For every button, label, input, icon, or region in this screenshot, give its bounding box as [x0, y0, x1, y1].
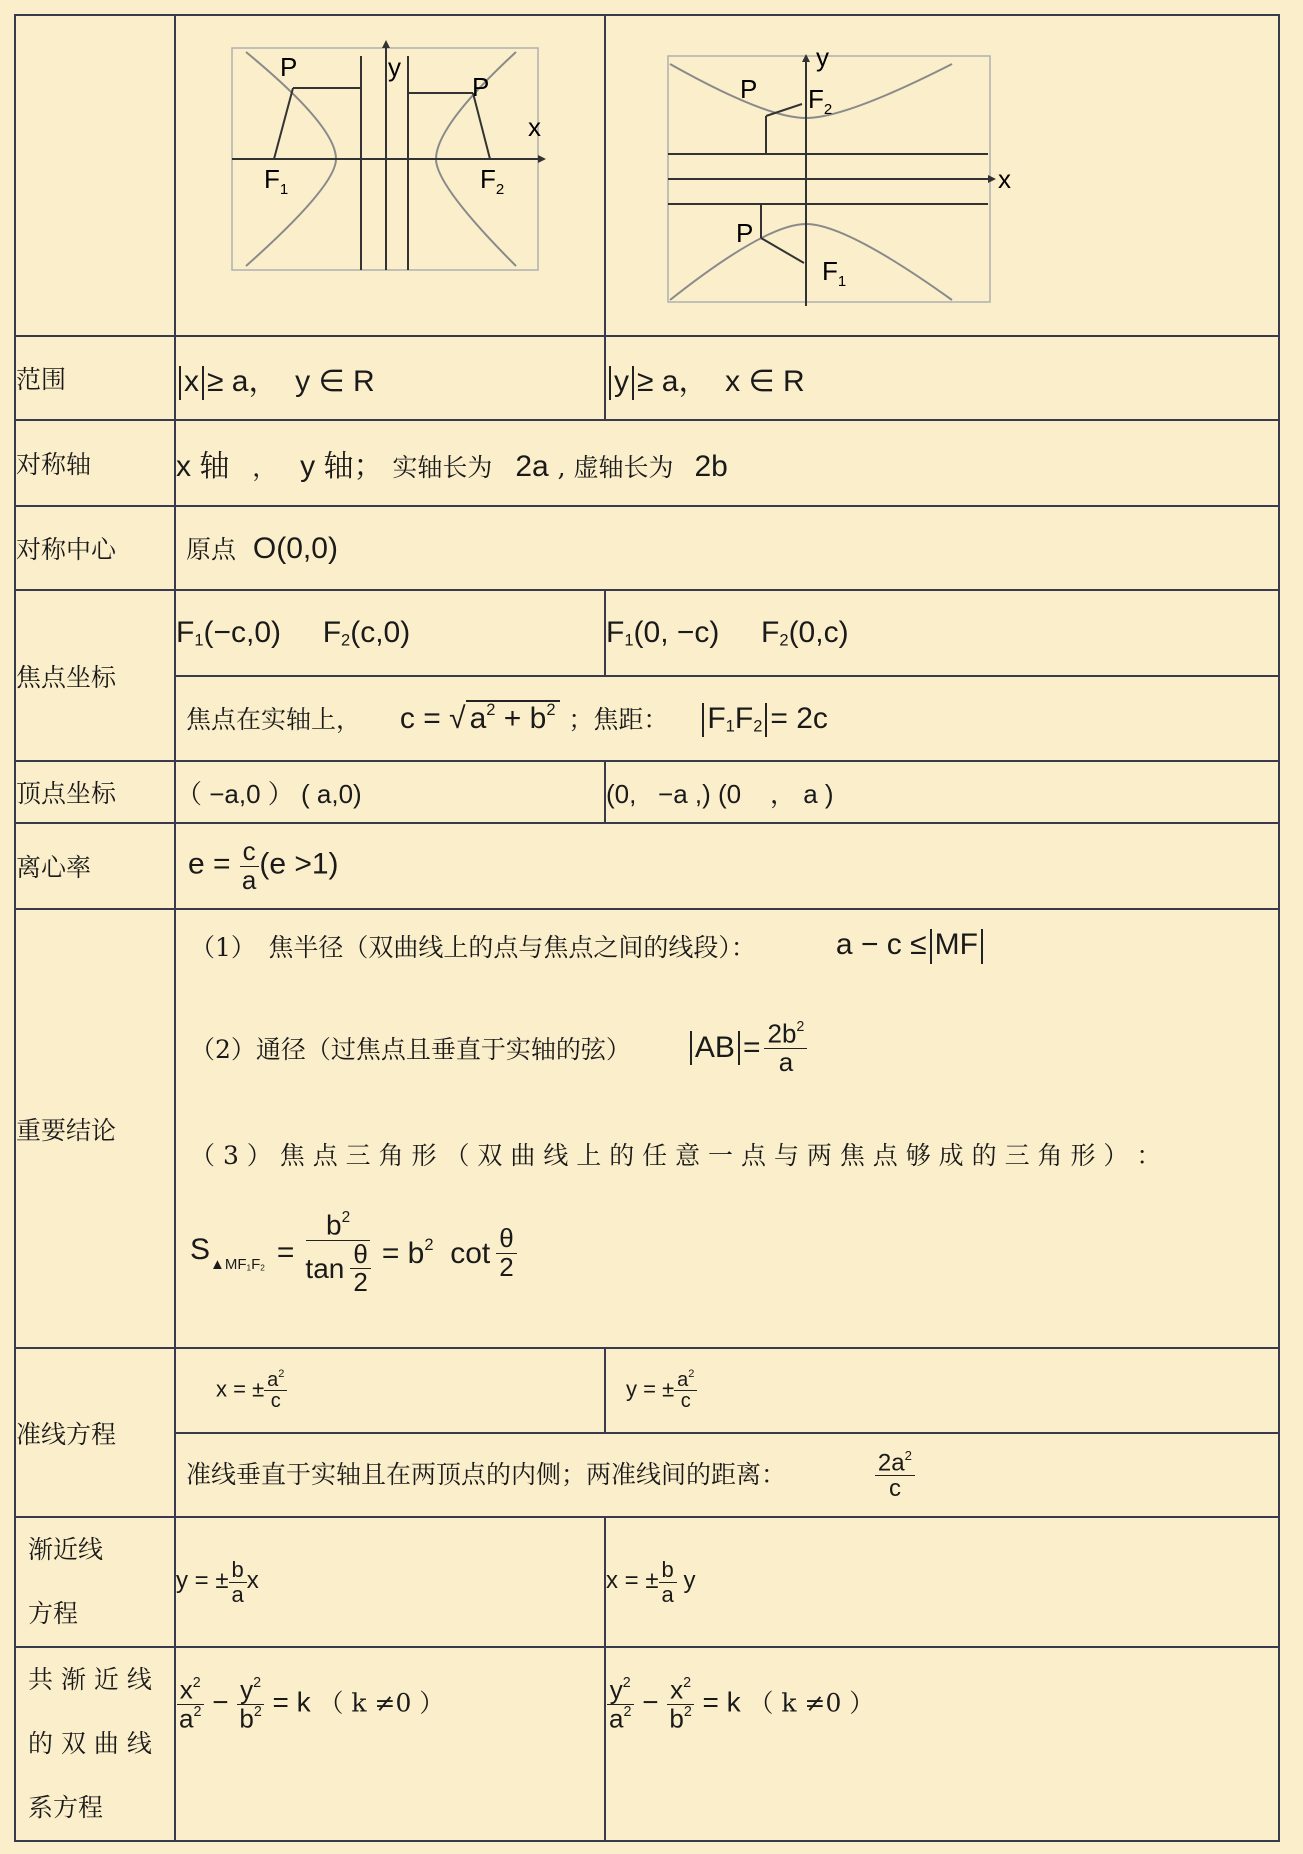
y-axis-text: y 轴； — [300, 450, 384, 483]
row-center — [15, 506, 1279, 590]
label-p-right: P — [472, 72, 490, 102]
imag-axis-value: 2b — [694, 450, 728, 483]
vertex-label: 顶点坐标 — [15, 761, 175, 823]
conclusions-label: 重要结论 — [15, 909, 175, 1348]
asymptote-label-line2: 方程 — [28, 1599, 79, 1628]
asymptote-horizontal: y = ± $\frac{b}{a}$ x — [175, 1517, 605, 1647]
family-label-line2: 的 双 曲 线 — [28, 1729, 152, 1758]
asymptote-label — [15, 1517, 175, 1647]
family-label-line3: 系方程 — [28, 1793, 104, 1822]
conclusion-2-text: （2）通径（过焦点且垂直于实轴的弦） — [190, 1035, 631, 1065]
row-figures — [15, 15, 1279, 336]
focus-c-formula: c = √ $a^2 + b^2$ — [400, 702, 560, 735]
range-label: 范围 — [15, 336, 175, 420]
directrix-label: 准线方程 — [15, 1348, 175, 1517]
family-cond-right: （ k ≠0 ） — [748, 1688, 875, 1718]
row-family — [15, 1647, 1279, 1841]
row-directrix-eq — [15, 1348, 1279, 1433]
center-text: 原点 — [186, 535, 237, 564]
family-vertical: $\frac{y^2}{a^2}$ − $\frac{x^2}{b^2}$ = k （ k ≠0 ） — [605, 1647, 1279, 1841]
row-focus-coords — [15, 590, 1279, 676]
family-cond-left: （ k ≠0 ） — [318, 1688, 445, 1718]
conclusion-1-text: （1） 焦半径（双曲线上的点与焦点之间的线段）： — [190, 933, 756, 962]
focus-horizontal: $F_1(-c,0)$ $F_2(c,0)$ — [175, 590, 605, 676]
center-label: 对称中心 — [15, 506, 175, 590]
vertex-horizontal: （ −a,0 ） ( a,0) — [175, 761, 605, 823]
conclusions-content — [175, 909, 1279, 1348]
label-f2-upper: $F_2$ — [808, 84, 833, 118]
figure-right-cell — [605, 15, 1279, 336]
label-f1-lower: $F_1$ — [822, 256, 847, 290]
focus-label: 焦点坐标 — [15, 590, 175, 761]
row-asymptote — [15, 1517, 1279, 1647]
range-vertical: y ≥ a， x ∈ R — [605, 336, 1279, 420]
focus-distance-content — [175, 676, 1279, 761]
row-directrix-note — [15, 1433, 1279, 1517]
real-axis-text: 实轴长为 — [392, 453, 493, 482]
axis-label: 对称轴 — [15, 420, 175, 506]
label-p-upper: P — [740, 74, 758, 104]
real-axis-value: 2a — [515, 450, 549, 483]
label-y-right: y — [816, 42, 829, 72]
row-axis — [15, 420, 1279, 506]
row-focus-distance — [15, 676, 1279, 761]
latus-rectum-formula: AB = $\frac{2b^2}{a}$ — [687, 1020, 807, 1076]
hyperbola-horizontal-figure — [176, 16, 604, 331]
label-x-right: x — [998, 164, 1011, 194]
hyperbola-properties-table — [14, 14, 1280, 1842]
conclusion-2 — [190, 1020, 807, 1076]
focal-distance-text: ；焦距： — [568, 704, 669, 734]
label-p-lower: P — [736, 218, 754, 248]
focal-radius-formula: a − c ≤ MF — [836, 928, 986, 963]
directrix-horizontal: x = ± $\frac{a^2}{c}$ — [175, 1348, 605, 1433]
directrix-distance-formula: $\frac{2a^2}{c}$ — [875, 1449, 915, 1502]
directrix-note-text: 准线垂直于实轴且在两顶点的内侧；两准线间的距离： — [186, 1459, 787, 1489]
focus-vertical: $F_1(0$, −c) $F_2(0,c)$ — [605, 590, 1279, 676]
asymptote-label-line1: 渐近线 — [28, 1535, 104, 1564]
row-range — [15, 336, 1279, 420]
directrix-vertical: y = ± $\frac{a^2}{c}$ — [605, 1348, 1279, 1433]
row-conclusions — [15, 909, 1279, 1348]
label-y: y — [388, 52, 401, 82]
conclusion-3-text: （ 3 ） 焦 点 三 角 形 （ 双 曲 线 上 的 任 意 一 点 与 两 焦 点 够 成 的 三 角 形 ） ： — [190, 1141, 1162, 1170]
figure-label-cell — [15, 15, 175, 336]
eccentricity-label: 离心率 — [15, 823, 175, 909]
label-p-left: P — [280, 52, 298, 82]
range-horizontal: x ≥ a， y ∈ R — [175, 336, 605, 420]
hyperbola-vertical-figure — [606, 16, 1278, 331]
imag-axis-text: , 虚轴长为 — [557, 453, 674, 482]
family-horizontal: $\frac{x^2}{a^2}$ − $\frac{y^2}{b^2}$ = k （ k ≠0 ） — [175, 1647, 605, 1841]
family-label-line1: 共 渐 近 线 — [28, 1665, 152, 1694]
label-x: x — [528, 112, 541, 142]
focal-triangle-formula: $S_{▲MF_1F_2}$ = $b^2$ tan $\frac{\theta}{2}$ = $b^2$ cot $\frac{\theta}{2}$ — [190, 1210, 517, 1296]
center-content — [175, 506, 1279, 590]
center-value: O(0,0) — [252, 532, 338, 565]
label-f2: $F_2$ — [480, 164, 505, 198]
eccentricity-formula: e = $\frac{c}{a}$ (e >1) — [175, 823, 1279, 909]
axis-sep: ， — [252, 453, 278, 482]
row-vertex — [15, 761, 1279, 823]
family-label — [15, 1647, 175, 1841]
conclusion-1 — [190, 928, 1280, 964]
asymptote-vertical: x = ± $\frac{b}{a}$ y — [605, 1517, 1279, 1647]
vertex-vertical: (0, −a ,) (0 ， a ) — [605, 761, 1279, 823]
row-eccentricity — [15, 823, 1279, 909]
focal-distance-formula: $F_1F_2 = 2c$ — [699, 702, 828, 735]
label-f1: $F_1$ — [264, 164, 289, 198]
axis-content — [175, 420, 1279, 506]
x-axis-text: x 轴 — [176, 450, 230, 483]
directrix-note-content — [175, 1433, 1279, 1517]
figure-left-cell — [175, 15, 605, 336]
focus-on-real-axis-text: 焦点在实轴上， — [186, 704, 362, 734]
